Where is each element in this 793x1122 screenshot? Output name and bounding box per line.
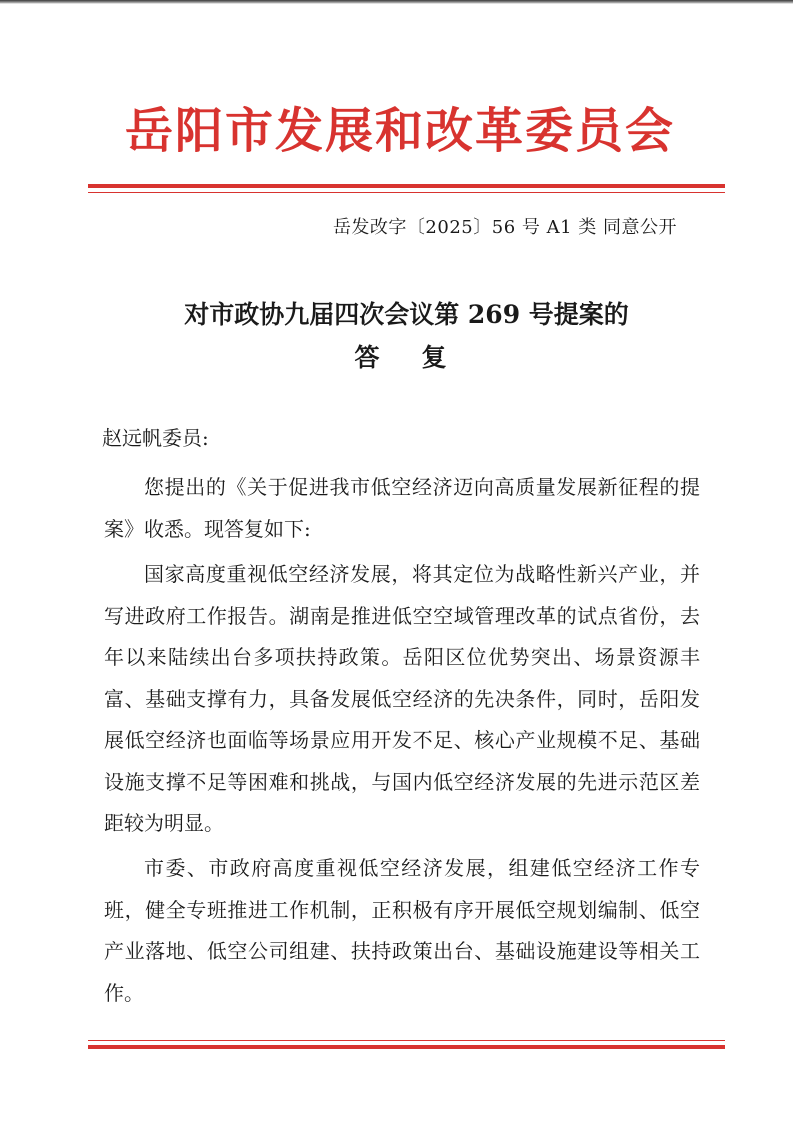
document-title-reply: 答复 <box>354 343 489 372</box>
red-rule-top <box>88 184 725 188</box>
red-rule-bottom-thin <box>88 1040 725 1041</box>
body-paragraph: 您提出的《关于促进我市低空经济迈向高质量发展新征程的提案》收悉。现答复如下: <box>104 475 700 541</box>
red-rule-bottom <box>88 1045 725 1049</box>
salutation: 赵远帆委员: <box>102 426 209 450</box>
document-number: 岳发改字〔2025〕56 号 A1 类 同意公开 <box>332 217 677 238</box>
body-paragraph: 国家高度重视低空经济发展，将其定位为战略性新兴产业，并写进政府工作报告。湖南是推进低空空域管理改革的试点省份，去年以来陆续出台多项扶持政策。岳阳区位优势突出、场景资源丰富、基础支撑有力，具备发展低空经济的先决条件，同时，岳阳发展低空经济也面临等场景应用开发不足、核心产业规模不足、基础设施支撑不足等困难和挑战，与国内低空经济发展的先进示范区差距较为明显。 <box>104 562 700 835</box>
document-title: 对市政协九届四次会议第 269 号提案的 <box>184 300 629 329</box>
body-paragraph: 市委、市政府高度重视低空经济发展，组建低空经济工作专班，健全专班推进工作机制，正积极有序开展低空规划编制、低空产业落地、低空公司组建、扶持政策出台、基础设施建设等相关工作。 <box>104 856 700 1005</box>
letterhead-org-name: 岳阳市发展和改革委员会 <box>124 103 675 159</box>
scan-edge <box>0 0 793 4</box>
red-rule-top-thin <box>88 192 725 193</box>
